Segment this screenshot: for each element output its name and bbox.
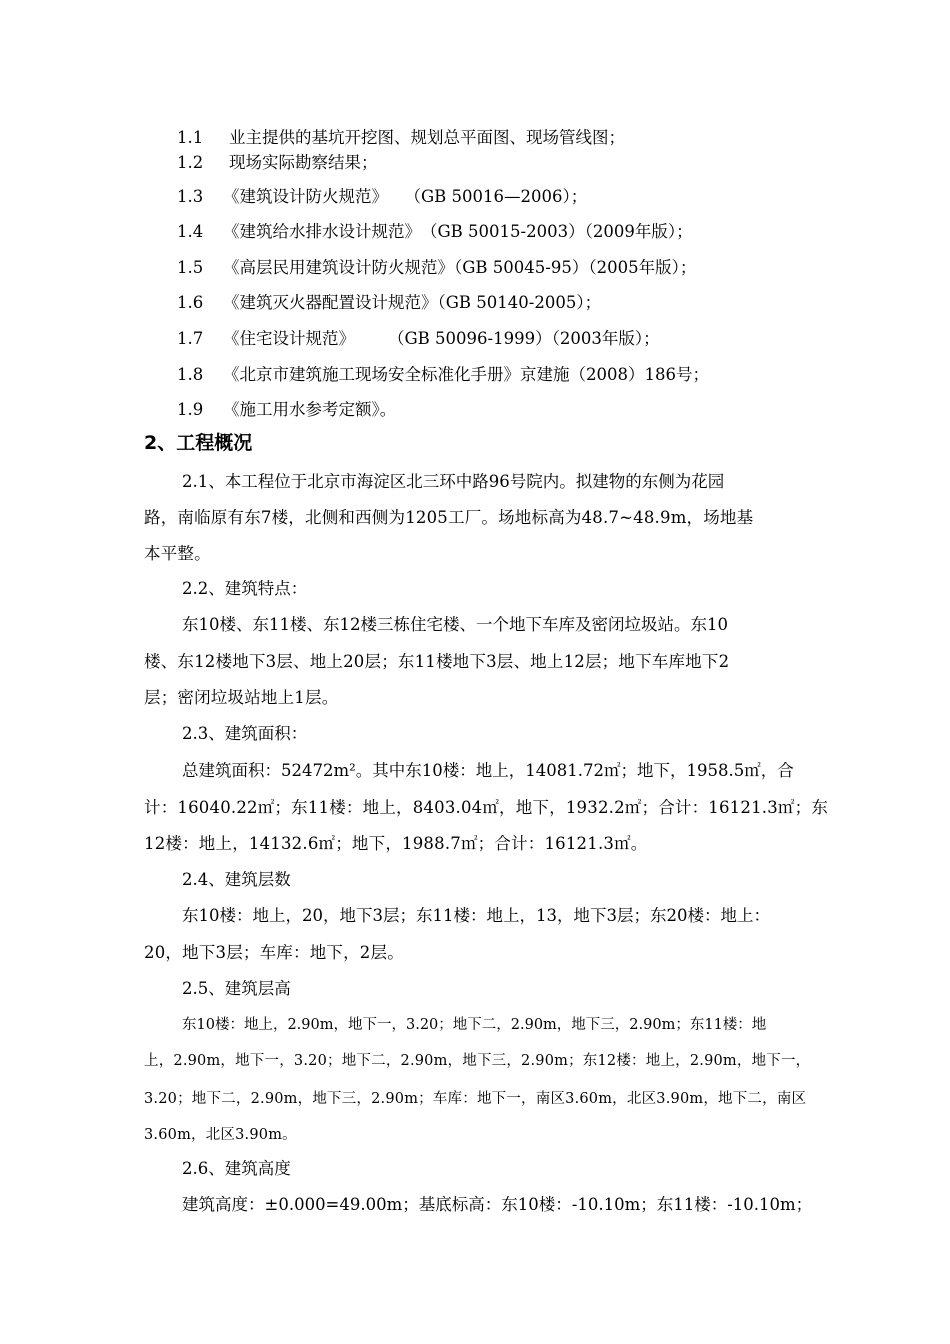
paragraph-line: 总建筑面积：52472m²。其中东10楼：地上，14081.72㎡；地下，1958.5㎡，合 bbox=[182, 761, 794, 780]
paragraph-line: 本平整。 bbox=[144, 544, 211, 563]
reference-number: 1.2 bbox=[177, 153, 204, 172]
paragraph-line: 东10楼：地上，2.90m，地下一，3.20；地下二，2.90m，地下三，2.90m；东11楼：地 bbox=[182, 1017, 767, 1033]
reference-item bbox=[177, 399, 396, 421]
reference-number: 1.6 bbox=[177, 293, 204, 312]
subsection-title: 2.3、建筑面积： bbox=[182, 724, 308, 743]
reference-text: 《建筑灭火器配置设计规范》（GB 50140-2005）； bbox=[223, 293, 602, 312]
reference-text: 《建筑设计防火规范》 （GB 50016—2006）； bbox=[223, 187, 588, 206]
reference-number: 1.3 bbox=[177, 187, 204, 206]
subsection-title: 2.6、建筑高度 bbox=[182, 1159, 291, 1178]
reference-text: 《住宅设计规范》 （GB 50096-1999）（2003年版）； bbox=[223, 329, 660, 348]
paragraph-line: 楼、东12楼地下3层、地上20层；东11楼地下3层、地上12层；地下车库地下2 bbox=[144, 652, 730, 671]
reference-number: 1.9 bbox=[177, 400, 204, 419]
reference-text: 现场实际勘察结果； bbox=[229, 153, 378, 172]
subsection-title: 2.5、建筑层高 bbox=[182, 979, 291, 998]
reference-item bbox=[177, 257, 696, 279]
paragraph-line: 12楼：地上，14132.6㎡；地下，1988.7㎡；合计：16121.3㎡。 bbox=[144, 834, 648, 853]
reference-item bbox=[177, 186, 587, 208]
paragraph-line: 计：16040.22㎡；东11楼：地上，8403.04㎡，地下，1932.2㎡；合计：16121.3㎡；东 bbox=[144, 798, 829, 817]
paragraph-line: 东10楼：地上，20，地下3层；东11楼：地上，13，地下3层；东20楼：地上： bbox=[182, 906, 770, 925]
reference-text: 《施工用水参考定额》。 bbox=[223, 400, 397, 419]
reference-item bbox=[177, 127, 625, 149]
paragraph-line: 3.20；地下二，2.90m，地下三，2.90m；车库：地下一，南区3.60m，北区3.90m，地下二，南区 bbox=[144, 1091, 807, 1107]
reference-number: 1.4 bbox=[177, 222, 204, 241]
reference-item bbox=[177, 328, 660, 350]
section-heading: 2、工程概况 bbox=[144, 432, 253, 454]
reference-text: 《北京市建筑施工现场安全标准化手册》京建施（2008）186号； bbox=[223, 365, 709, 384]
paragraph-line: 层；密闭垃圾站地上1层。 bbox=[144, 688, 339, 707]
reference-text: 业主提供的基坑开挖图、规划总平面图、现场管线图； bbox=[229, 128, 625, 147]
paragraph-line: 上，2.90m，地下一，3.20；地下二，2.90m，地下三，2.90m；东12楼：地上，2.90m，地下一， bbox=[144, 1053, 811, 1069]
reference-item bbox=[177, 364, 709, 386]
reference-item bbox=[177, 152, 378, 174]
reference-item bbox=[177, 221, 693, 243]
reference-number: 1.8 bbox=[177, 365, 204, 384]
paragraph-line: 建筑高度：±0.000=49.00m；基底标高：东10楼：-10.10m；东11楼：-10.10m； bbox=[182, 1195, 813, 1214]
paragraph-line: 3.60m，北区3.90m。 bbox=[144, 1127, 297, 1143]
reference-item bbox=[177, 292, 601, 314]
subsection-title: 2.4、建筑层数 bbox=[182, 870, 291, 889]
reference-number: 1.7 bbox=[177, 329, 204, 348]
paragraph-line: 路，南临原有东7楼，北侧和西侧为1205工厂。场地标高为48.7~48.9m，场地基 bbox=[144, 508, 754, 527]
paragraph-line: 2.1、本工程位于北京市海淀区北三环中路96号院内。拟建物的东侧为花园 bbox=[182, 472, 725, 491]
reference-number: 1.1 bbox=[177, 128, 204, 147]
reference-number: 1.5 bbox=[177, 258, 204, 277]
reference-text: 《高层民用建筑设计防火规范》（GB 50045-95）（2005年版）； bbox=[223, 258, 697, 277]
paragraph-line: 东10楼、东11楼、东12楼三栋住宅楼、一个地下车库及密闭垃圾站。东10 bbox=[182, 615, 728, 634]
paragraph-line: 20，地下3层；车库：地下，2层。 bbox=[144, 943, 404, 962]
subsection-title: 2.2、建筑特点： bbox=[182, 579, 308, 598]
reference-text: 《建筑给水排水设计规范》 （GB 50015-2003）（2009年版）； bbox=[223, 222, 693, 241]
